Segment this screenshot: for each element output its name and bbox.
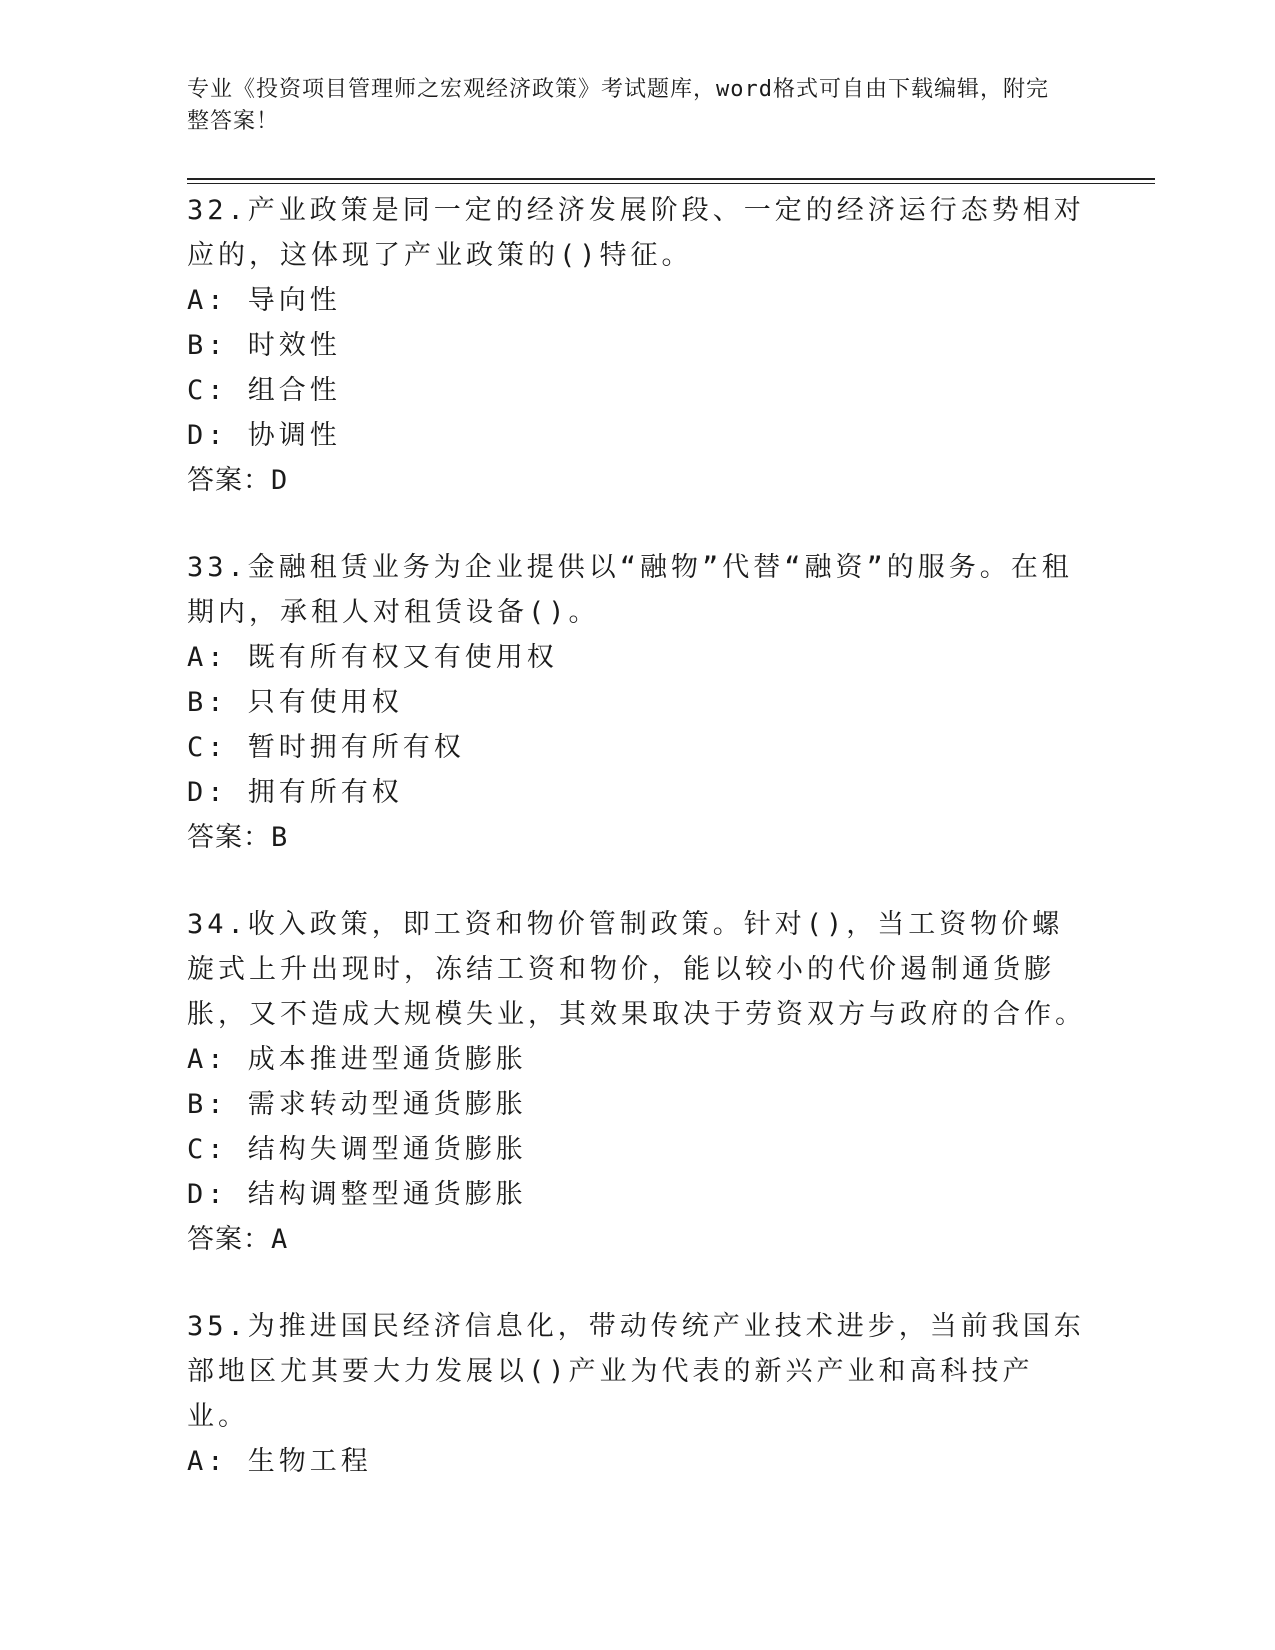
option-a: A: 既有所有权又有使用权 bbox=[187, 642, 558, 673]
header-divider-thick bbox=[187, 178, 1155, 180]
answer-value: A bbox=[271, 1224, 289, 1255]
option-d: D: 拥有所有权 bbox=[187, 777, 403, 808]
question-32 bbox=[187, 188, 1087, 503]
option-b: B: 只有使用权 bbox=[187, 687, 403, 718]
option-c: C: 结构失调型通货膨胀 bbox=[187, 1134, 527, 1165]
answer-label: 答案： bbox=[187, 465, 271, 496]
option-b: B: 时效性 bbox=[187, 330, 341, 361]
answer-label: 答案： bbox=[187, 822, 271, 853]
answer-value: D bbox=[271, 465, 289, 496]
question-stem: 32.产业政策是同一定的经济发展阶段、一定的经济运行态势相对应的，这体现了产业政策的()特征。 bbox=[187, 195, 1085, 271]
option-a: A: 生物工程 bbox=[187, 1446, 372, 1477]
question-stem: 33.金融租赁业务为企业提供以“融物”代替“融资”的服务。在租期内，承租人对租赁设备()。 bbox=[187, 552, 1073, 628]
question-35 bbox=[187, 1304, 1087, 1484]
answer-value: B bbox=[271, 822, 289, 853]
option-c: C: 暂时拥有所有权 bbox=[187, 732, 465, 763]
question-34 bbox=[187, 902, 1087, 1262]
option-c: C: 组合性 bbox=[187, 375, 341, 406]
document-header: 专业《投资项目管理师之宏观经济政策》考试题库，word格式可自由下载编辑，附完整答案！ bbox=[187, 77, 1049, 134]
answer-line bbox=[187, 815, 1087, 860]
option-d: D: 结构调整型通货膨胀 bbox=[187, 1179, 527, 1210]
question-33 bbox=[187, 545, 1087, 860]
answer-line bbox=[187, 458, 1087, 503]
header-divider-thin bbox=[187, 183, 1155, 184]
answer-label: 答案： bbox=[187, 1224, 271, 1255]
option-a: A: 导向性 bbox=[187, 285, 341, 316]
question-list bbox=[187, 188, 1087, 1526]
option-b: B: 需求转动型通货膨胀 bbox=[187, 1089, 527, 1120]
question-stem: 35.为推进国民经济信息化，带动传统产业技术进步，当前我国东部地区尤其要大力发展以()产业为代表的新兴产业和高科技产业。 bbox=[187, 1311, 1085, 1432]
answer-line bbox=[187, 1217, 1087, 1262]
question-stem: 34.收入政策，即工资和物价管制政策。针对()，当工资物价螺旋式上升出现时，冻结工资和物价，能以较小的代价遏制通货膨胀，又不造成大规模失业，其效果取决于劳资双方与政府的合作。 bbox=[187, 909, 1086, 1030]
option-d: D: 协调性 bbox=[187, 420, 341, 451]
option-a: A: 成本推进型通货膨胀 bbox=[187, 1044, 527, 1075]
